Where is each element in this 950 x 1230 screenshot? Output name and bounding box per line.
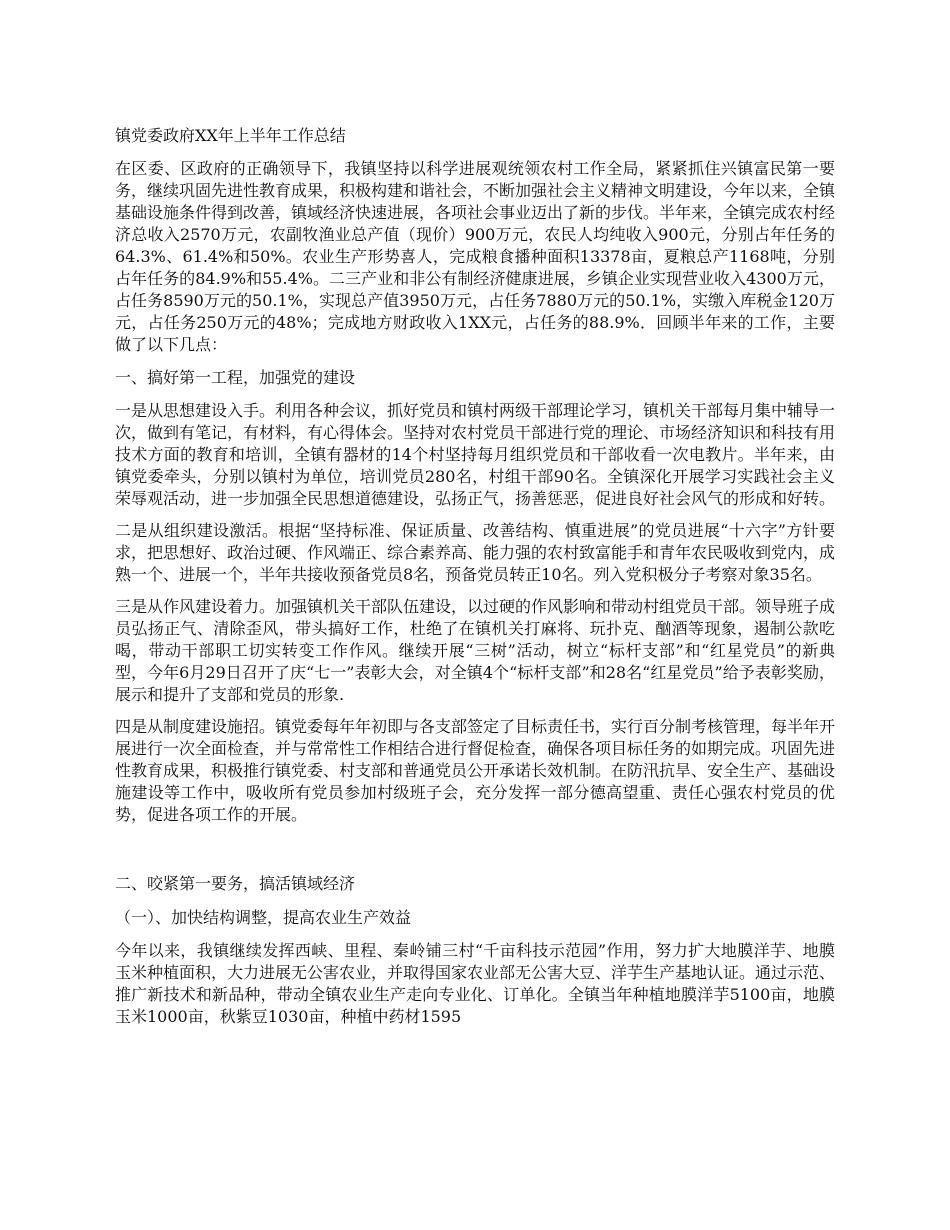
intro-paragraph: 在区委、区政府的正确领导下，我镇坚持以科学进展观统领农村工作全局，紧紧抓住兴镇富民第一要务，继续巩固先进性教育成果，积极构建和谐社会，不断加强社会主义精神文明建设，今年以来，全镇基础设施条件得到改善，镇域经济快速进展，各项社会事业迈出了新的步伐。半年来，全镇完成农村经济总收入2570万元，农副牧渔业总产值（现价）900万元，农民人均纯收入900元，分别占年任务的64.3%、61.4%和50%。农业生产形势喜人，完成粮食播种面积13378亩，夏粮总产1168吨，分别占年任务的84.9%和55.4%。二三产业和非公有制经济健康进展，乡镇企业实现营业收入4300万元，占任务8590万元的50.1%，实现总产值3950万元，占任务7880万元的50.1%，实缴入库税金120万元，占任务250万元的48%；完成地方财政收入1XX元，占任务的88.9%．回顾半年来的工作，主要做了以下几点： xyxy=(115,159,836,354)
section-1-paragraph: 四是从制度建设施招。镇党委每年年初即与各支部签定了目标责任书，实行百分制考核管理，每半年开展进行一次全面检查，并与常常性工作相结合进行督促检查，确保各项目标任务的如期完成。巩固先进性教育成果，积极推行镇党委、村支部和普通党员公开承诺长效机制。在防汛抗旱、安全生产、基础设施建设等工作中，吸收所有党员参加村级班子会，充分发挥一部分德高望重、责任心强农村党员的优势，促进各项工作的开展。 xyxy=(115,717,836,824)
section-1-paragraph: 二是从组织建设激活。根据“坚持标准、保证质量、改善结构、慎重进展”的党员进展“十六字”方针要求，把思想好、政治过硬、作风端正、综合素养高、能力强的农村致富能手和青年农民吸收到党内，成熟一个、进展一个，半年共接收预备党员8名，预备党员转正10名。列入党积极分子考察对象35名。 xyxy=(115,521,836,584)
section-1-paragraph: 一是从思想建设入手。利用各种会议，抓好党员和镇村两级干部理论学习，镇机关干部每月集中辅导一次，做到有笔记，有材料，有心得体会。坚持对农村党员干部进行党的理论、市场经济知识和科技有用技术方面的教育和培训，全镇有器材的14个村坚持每月组织党员和干部收看一次电教片。半年来，由镇党委牵头，分别以镇村为单位，培训党员280名，村组干部90名。全镇深化开展学习实践社会主义荣辱观活动，进一步加强全民思想道德建设，弘扬正气，扬善惩恶，促进良好社会风气的形成和好转。 xyxy=(115,401,836,508)
section-2-heading: 二、咬紧第一要务，搞活镇域经济 xyxy=(115,874,356,893)
document-body xyxy=(115,124,835,1038)
section-1-heading: 一、搞好第一工程，加强党的建设 xyxy=(115,368,356,387)
section-2-paragraph: 今年以来，我镇继续发挥西峡、里程、秦岭铺三村“千亩科技示范园”作用，努力扩大地膜洋芋、地膜玉米种植面积，大力进展无公害农业，并取得国家农业部无公害大豆、洋芋生产基地认证。通过示范、推广新技术和新品种，带动全镇农业生产走向专业化、订单化。全镇当年种植地膜洋芋5100亩，地膜玉米1000亩，秋紫豆1030亩，种植中药材1595 xyxy=(115,941,836,1026)
section-spacer xyxy=(115,836,835,872)
section-1-paragraph: 三是从作风建设着力。加强镇机关干部队伍建设，以过硬的作风影响和带动村组党员干部。领导班子成员弘扬正气、清除歪风，带头搞好工作，杜绝了在镇机关打麻将、玩扑克、酗酒等现象，遏制公款吃喝，带动干部职工切实转变工作作风。继续开展“三树”活动，树立“标杆支部”和“红星党员”的新典型，今年6月29日召开了庆“七一”表彰大会，对全镇4个“标杆支部”和28名“红星党员”给予表彰奖励，展示和提升了支部和党员的形象. xyxy=(115,597,836,704)
section-2-subheading: （一）、加快结构调整，提高农业生产效益 xyxy=(115,908,412,927)
document-title: 镇党委政府XX年上半年工作总结 xyxy=(115,126,346,145)
